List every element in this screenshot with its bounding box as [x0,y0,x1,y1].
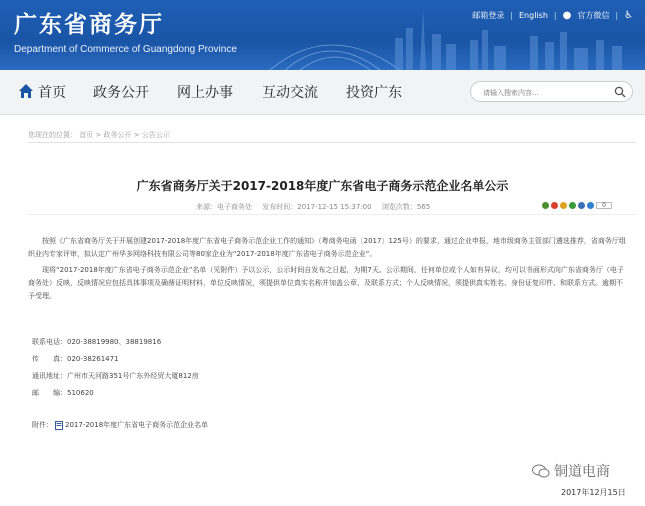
attachment [32,420,208,430]
article-paragraph-1: 按照《广东省商务厅关于开展创建2017-2018年度广东省电子商务示范企业工作的通知》（粤商务电函〔2017〕125号）的要求，通过企业申报，地市级商务主管部门遴选推荐，省商务厅组织业内专家评审，拟认定广州华多网络科技有限公司等80家企业为“2017-2018年度广东省电子商务示范企业”。 [28,237,626,258]
nav-item-gov-affairs[interactable]: 政务公开 [93,85,149,101]
share-weibo-icon[interactable] [551,202,558,209]
wechat-link[interactable]: 官方微信 [577,11,610,20]
site-header [0,0,645,70]
publish-date: 2017年12月15日 [561,488,626,497]
nav-item-home[interactable]: 首页 [38,85,66,101]
article-paragraph-2: 现将“2017-2018年度广东省电子商务示范企业”名单（见附件）予以公示，公示时间自发布之日起，为期7天。公示期间，任何单位或个人如有异议，均可以书面形式向广东省商务厅（电子商务处）反映，反映情况应包括具体事项及确凿证明材料，单位反映情况，须提供单位真实名称并加盖公章，及联系方式；个人反映情况，须提供真实姓名、身份证复印件、和联系方式。逾期不予受理。 [28,266,624,300]
search-input[interactable] [481,85,605,100]
document-icon [55,421,63,430]
wechat-bubble-icon [532,464,550,478]
separator: | [510,11,513,20]
accessibility-icon[interactable]: ♿ [624,10,633,21]
contact-fax: 传 真：020-38261471 [32,355,119,363]
nav-item-invest-guangdong[interactable]: 投资广东 [346,85,402,101]
site-subtitle: Department of Commerce of Guangdong Province [14,44,237,55]
article-source: 来源：电子商务处 [196,203,252,211]
search-icon[interactable] [614,86,626,98]
separator: | [615,11,619,20]
share-qzone-icon[interactable] [542,202,549,209]
english-link[interactable]: English [519,11,548,20]
wechat-icon[interactable]: ● [562,10,572,21]
divider [28,214,636,215]
article-view-count: 浏览次数：565 [381,203,431,211]
share-bar [542,202,612,209]
site-title: 广东省商务厅 [14,12,164,38]
separator: | [553,11,557,20]
contact-postcode: 邮 编：510620 [32,389,94,397]
share-renren-icon[interactable] [578,202,585,209]
contact-phone: 联系电话：020-38819980、38819816 [32,338,162,346]
contact-address: 通讯地址：广州市天河路351号广东外经贸大厦812房 [32,372,199,380]
top-links [472,10,633,21]
search-box [470,81,633,102]
share-count: 0 [596,202,612,209]
share-wechat-icon[interactable] [569,202,576,209]
breadcrumb[interactable]: 您现在的位置： 首页 > 政务公开 > 公告公示 [28,131,170,139]
main-nav [0,70,645,115]
home-icon[interactable] [18,83,34,99]
article-meta [196,202,438,212]
article-publish-time: 发布时间：2017-12-15 15:37:00 [262,203,372,211]
share-tencent-icon[interactable] [560,202,567,209]
nav-item-interaction[interactable]: 互动交流 [262,85,318,101]
divider [28,142,636,143]
watermark [532,461,610,481]
mail-login-link[interactable]: 邮箱登录 [472,11,505,20]
share-more-icon[interactable] [587,202,594,209]
attachment-link[interactable]: 2017-2018年度广东省电子商务示范企业名单 [65,421,209,429]
article-title: 广东省商务厅关于2017-2018年度广东省电子商务示范企业名单公示 [136,179,509,193]
nav-item-online-services[interactable]: 网上办事 [177,85,233,101]
watermark-text: 铜道电商 [554,464,610,480]
attachment-label: 附件： [32,421,53,429]
